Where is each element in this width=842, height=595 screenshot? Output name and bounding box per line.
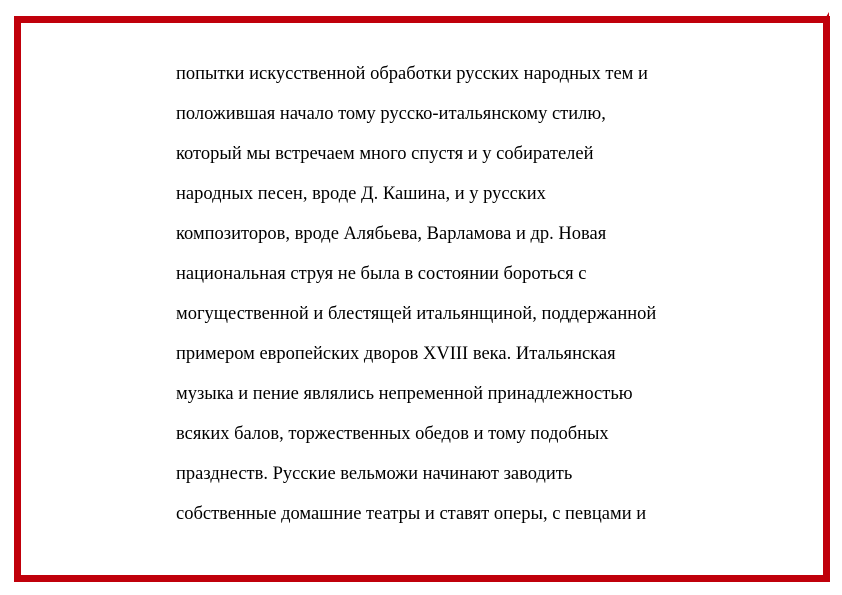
text-line: могущественной и блестящей итальянщиной, поддержанной <box>176 304 657 324</box>
text-line: музыка и пение являлись непременной принадлежностью <box>176 384 633 404</box>
body-text <box>176 54 752 534</box>
text-line: всяких балов, торжественных обедов и тому подобных <box>176 424 609 444</box>
text-line: положившая начало тому русско-итальянскому стилю, <box>176 104 606 124</box>
text-line: примером европейских дворов XVIII века. Итальянская <box>176 344 616 364</box>
text-line: национальная струя не была в состоянии бороться с <box>176 264 587 284</box>
text-line: композиторов, вроде Алябьева, Варламова и др. Новая <box>176 224 607 244</box>
text-line: попытки искусственной обработки русских народных тем и <box>176 64 648 84</box>
text-line: народных песен, вроде Д. Кашина, и у русских <box>176 184 546 204</box>
text-line: празднеств. Русские вельможи начинают заводить <box>176 464 573 484</box>
text-line: собственные домашние театры и ставят оперы, с певцами и <box>176 504 647 524</box>
text-line: который мы встречаем много спустя и у собирателей <box>176 144 594 164</box>
